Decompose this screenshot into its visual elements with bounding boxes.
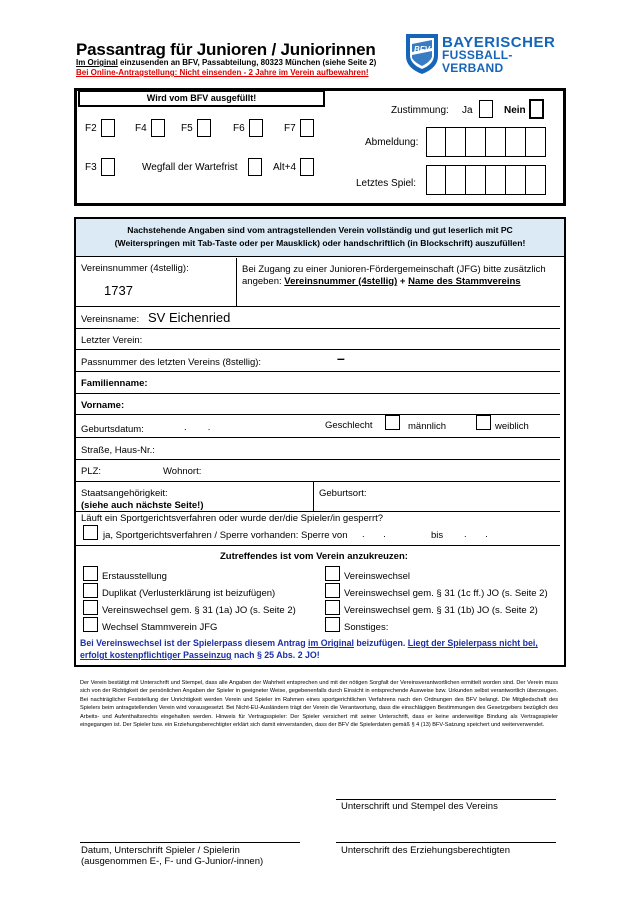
label-zustimmung: Zustimmung: bbox=[391, 105, 449, 116]
signature-line-erziehung[interactable] bbox=[336, 842, 556, 843]
divider bbox=[76, 349, 560, 350]
divider bbox=[236, 258, 237, 306]
label-f6: F6 bbox=[233, 123, 245, 134]
checkbox-f3[interactable] bbox=[101, 158, 115, 176]
bfv-logo bbox=[402, 30, 562, 80]
label-nein: Nein bbox=[504, 105, 526, 116]
jfg-text2 bbox=[242, 276, 521, 287]
weiblich-label: weiblich bbox=[495, 421, 529, 432]
logo-line1: BAYERISCHER bbox=[442, 34, 556, 51]
checkbox-wartefrist[interactable] bbox=[248, 158, 262, 176]
label-letztes-spiel: Letztes Spiel: bbox=[356, 178, 417, 189]
checkbox-duplikat[interactable] bbox=[83, 583, 98, 598]
strasse-label: Straße, Haus-Nr.: bbox=[81, 445, 155, 456]
staatsangehoerigkeit-note: (siehe auch nächste Seite!) bbox=[81, 500, 204, 511]
label-f7: F7 bbox=[284, 123, 296, 134]
familienname-label: Familienname: bbox=[81, 378, 148, 389]
signature-spieler-note: (ausgenommen E-, F- und G-Junior/-innen) bbox=[81, 856, 264, 867]
jfg-text2a: angeben: bbox=[242, 276, 285, 287]
checkbox-wechsel-1c[interactable] bbox=[325, 583, 340, 598]
checkbox-erstausstellung[interactable] bbox=[83, 566, 98, 581]
page-title: Passantrag für Junioren / Juniorinnen bbox=[76, 40, 376, 59]
checkbox-weiblich[interactable] bbox=[476, 415, 491, 430]
note-part-b: im Original bbox=[308, 638, 354, 648]
jfg-text1: Bei Zugang zu einer Junioren-Fördergemeinschaft (JFG) bitte zusätzlich bbox=[242, 264, 546, 275]
label-f3: F3 bbox=[85, 162, 97, 173]
checkbox-sportgericht-ja[interactable] bbox=[83, 525, 98, 540]
sperre-bis-label: bis bbox=[431, 530, 444, 541]
note-part-a: Bei Vereinswechsel ist der Spielerpass diesem Antrag bbox=[80, 638, 309, 648]
signature-spieler-label: Datum, Unterschrift Spieler / Spielerin bbox=[81, 845, 240, 856]
send-address: einzusenden an BFV, Passabteilung, 80323 München (siehe Seite 2) bbox=[117, 58, 377, 67]
option-erstausstellung: Erstausstellung bbox=[102, 571, 167, 582]
checkbox-wechsel-1b[interactable] bbox=[325, 600, 340, 615]
divider bbox=[76, 459, 560, 460]
label-wartefrist: Wegfall der Wartefrist bbox=[142, 162, 238, 173]
abmeldung-date-boxes[interactable] bbox=[426, 127, 546, 157]
checkbox-f6[interactable] bbox=[249, 119, 263, 137]
geburtsdatum-dots[interactable]: . . bbox=[184, 422, 211, 433]
geburtsort-label: Geburtsort: bbox=[319, 488, 367, 499]
checkbox-alt4[interactable] bbox=[300, 158, 314, 176]
vorname-label: Vorname: bbox=[81, 400, 125, 411]
sportgericht-question: Läuft ein Sportgerichtsverfahren oder wurde der/die Spieler/in gesperrt? bbox=[81, 513, 384, 524]
divider bbox=[313, 481, 314, 511]
jfg-text2b: Vereinsnummer (4stellig) bbox=[284, 276, 398, 287]
vereinsname-value[interactable]: SV Eichenried bbox=[148, 310, 231, 325]
option-vereinswechsel: Vereinswechsel bbox=[344, 571, 411, 582]
passnummer-value[interactable]: – bbox=[337, 350, 345, 366]
info-line1: Nachstehende Angaben sind vom antragstellenden Verein vollständig und gut leserlich mit PC bbox=[127, 225, 513, 235]
signature-erziehung-label: Unterschrift des Erziehungsberechtigten bbox=[341, 845, 510, 856]
label-abmeldung: Abmeldung: bbox=[365, 137, 419, 148]
label-f5: F5 bbox=[181, 123, 193, 134]
info-line2: (Weiterspringen mit Tab-Taste oder per Mausklick) oder handschriftlich (in Blockschrift) auszufüllen! bbox=[114, 238, 526, 248]
checkbox-maennlich[interactable] bbox=[385, 415, 400, 430]
label-f4: F4 bbox=[135, 123, 147, 134]
checkbox-zustimmung-ja[interactable] bbox=[479, 100, 493, 118]
geburtsdatum-label: Geburtsdatum: bbox=[81, 424, 144, 435]
logo-abbr: BFV bbox=[414, 45, 430, 54]
checkbox-zustimmung-nein[interactable] bbox=[529, 99, 544, 119]
info-bar bbox=[76, 219, 564, 257]
divider bbox=[76, 481, 560, 482]
label-ja: Ja bbox=[462, 105, 473, 116]
option-wechsel-1c: Vereinswechsel gem. § 31 (1c ff.) JO (s. Seite 2) bbox=[344, 588, 548, 599]
note-part-c: beizufügen. bbox=[353, 638, 408, 648]
geschlecht-label: Geschlecht bbox=[325, 420, 373, 431]
label-alt4: Alt+4 bbox=[273, 162, 297, 173]
divider bbox=[76, 306, 560, 307]
option-wechsel-stammverein: Wechsel Stammverein JFG bbox=[102, 622, 218, 633]
checkbox-f7[interactable] bbox=[300, 119, 314, 137]
checkbox-wechsel-stammverein[interactable] bbox=[83, 617, 98, 632]
vereinswechsel-note bbox=[80, 637, 560, 661]
checkbox-sonstiges[interactable] bbox=[325, 617, 340, 632]
sperre-bis-dots[interactable]: . . bbox=[464, 529, 488, 540]
staatsangehoerigkeit-label: Staatsangehörigkeit: bbox=[81, 488, 168, 499]
vereinsname-label: Vereinsname: bbox=[81, 314, 140, 325]
plz-label: PLZ: bbox=[81, 466, 102, 477]
note-part-d: Liegt der Spielerpass nicht bei, erfolgt kostenpflichtiger Passeinzug bbox=[80, 638, 538, 660]
signature-verein-label: Unterschrift und Stempel des Vereins bbox=[341, 801, 498, 812]
divider bbox=[76, 511, 560, 512]
letzter-verein-label: Letzter Verein: bbox=[81, 335, 143, 346]
send-instruction bbox=[76, 58, 376, 67]
label-f2: F2 bbox=[85, 123, 97, 134]
divider bbox=[76, 328, 560, 329]
passnummer-label: Passnummer des letzten Vereins (8stellig): bbox=[81, 357, 262, 368]
wohnort-label: Wohnort: bbox=[163, 466, 202, 477]
checkbox-f4[interactable] bbox=[151, 119, 165, 137]
option-sonstiges: Sonstiges: bbox=[344, 622, 389, 633]
signature-line-spieler[interactable] bbox=[80, 842, 300, 843]
checkbox-f2[interactable] bbox=[101, 119, 115, 137]
online-warning: Bei Online-Antragstellung: Nicht einsenden - 2 Jahre im Verein aufbewahren! bbox=[76, 68, 369, 77]
option-duplikat: Duplikat (Verlusterklärung ist beizufügen) bbox=[102, 588, 276, 599]
logo-line2: FUSSBALL-VERBAND bbox=[442, 48, 513, 75]
bfv-crest-icon bbox=[402, 30, 442, 76]
checkbox-vereinswechsel[interactable] bbox=[325, 566, 340, 581]
zutreffendes-heading: Zutreffendes ist vom Verein anzukreuzen: bbox=[220, 551, 408, 562]
checkbox-wechsel-1a[interactable] bbox=[83, 600, 98, 615]
bfv-box-heading: Wird vom BFV ausgefüllt! bbox=[78, 90, 325, 107]
letztes-spiel-date-boxes[interactable] bbox=[426, 165, 546, 195]
signature-line-verein[interactable] bbox=[336, 799, 556, 800]
option-wechsel-1a: Vereinswechsel gem. § 31 (1a) JO (s. Seite 2) bbox=[102, 605, 296, 616]
legal-text: Der Verein bestätigt mit Unterschrift und Stempel, dass alle Angaben der Wahrheit entsprechen und mit der nötigen Sorgfalt der Vereinsverantwortlichen ermittelt worden sind. Der Verein muss sich von der Richtigkeit der persönlichen Angaben der Spieler in geeigneter Weise, gegebenenfalls durch Einsicht in entsprechende Ausweise bzw. Urkunden selbst verantwortlich überzeugen. Bei nachträglicher Feststellung der Unrichtigkeit werden Verein und Spieler im Rahmen eines sportgerichtlichen Verfahrens nach den Ordnungen des BFV belangt. Die Mitgliedschaft des Spielers beim antragstellenden Verein wird vorausgesetzt. Bei Nicht-EU-Ausländern trägt der Verein die Verantwortung, dass die einschlägigen Bestimmungen des Gesetzgebers bezüglich des Arbeits- und Aufenthaltsrechts eingehalten werden. Hinweis für Vertragsspieler: Der Spieler versichert mit seiner Unterschrift, dass er keine anderweitige Bindung als Vertragsspieler eingegangen ist. Der Spieler bzw. ein Erziehungsberechtigter erklärt sich damit einverstanden, dass der BFV die Spielerdaten gemäß § 4 (13) BFV-Satzung speichert und weiterverwendet. bbox=[80, 680, 558, 729]
original-emphasis: Im Original bbox=[76, 58, 118, 67]
maennlich-label: männlich bbox=[408, 421, 447, 432]
note-part-e: nach § 25 Abs. 2 JO! bbox=[231, 650, 320, 660]
divider bbox=[76, 371, 560, 372]
sperre-von-dots[interactable]: . . bbox=[362, 529, 386, 540]
vereinsnummer-value[interactable]: 1737 bbox=[104, 283, 133, 298]
jfg-text2d: Name des Stammvereins bbox=[408, 276, 521, 287]
option-wechsel-1b: Vereinswechsel gem. § 31 (1b) JO (s. Seite 2) bbox=[344, 605, 538, 616]
jfg-text2c: + bbox=[397, 276, 409, 287]
vereinsnummer-label: Vereinsnummer (4stellig): bbox=[81, 263, 189, 274]
checkbox-f5[interactable] bbox=[197, 119, 211, 137]
divider bbox=[76, 437, 560, 438]
divider bbox=[76, 393, 560, 394]
sportgericht-ja-label: ja, Sportgerichtsverfahren / Sperre vorhanden: Sperre von bbox=[103, 530, 348, 541]
divider bbox=[76, 545, 560, 546]
